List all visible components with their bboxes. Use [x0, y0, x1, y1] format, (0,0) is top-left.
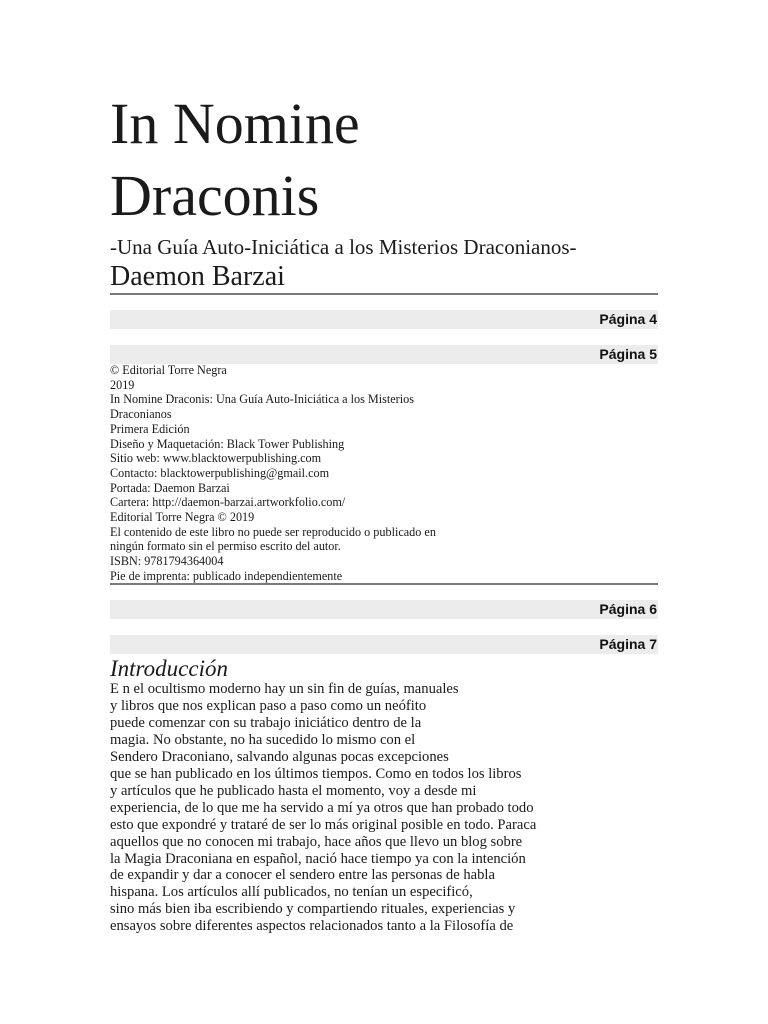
- body-line: que se han publicado en los últimos tiempos. Como en todos los libros: [110, 765, 522, 782]
- body-line: aquellos que no conocen mi trabajo, hace años que llevo un blog sobre: [110, 833, 523, 850]
- info-line: Sitio web: www.blacktowerpublishing.com: [110, 451, 322, 466]
- title-line-2: Draconis: [110, 163, 320, 228]
- page-marker-6: Página 6: [110, 600, 658, 619]
- body-line: y artículos que he publicado hasta el momento, voy a desde mi: [110, 782, 477, 799]
- introduction-body: [110, 681, 658, 935]
- info-line: Diseño y Maquetación: Black Tower Publishing: [110, 436, 345, 451]
- section-divider: [110, 293, 658, 295]
- info-line: El contenido de este libro no puede ser reproducido o publicado en: [110, 524, 436, 539]
- info-line: Primera Edición: [110, 421, 190, 436]
- body-line: hispana. Los artículos allí publicados, no tenían un especificó,: [110, 884, 473, 901]
- title-line-1: In Nomine: [110, 91, 360, 156]
- document-title: [110, 88, 658, 232]
- body-line: de expandir y dar a conocer el sendero entre las personas de habla: [110, 867, 495, 884]
- info-line: Editorial Torre Negra © 2019: [110, 510, 255, 525]
- document-author: Daemon Barzai: [110, 261, 285, 292]
- page-marker-4: Página 4: [110, 310, 658, 329]
- page-marker-5: Página 5: [110, 345, 658, 364]
- info-line: © Editorial Torre Negra: [110, 363, 227, 377]
- info-line: Cartera: http://daemon-barzai.artworkfolio.com/: [110, 495, 346, 510]
- body-line: E n el ocultismo moderno hay un sin fin de guías, manuales: [110, 681, 459, 697]
- info-line: Contacto: blacktowerpublishing@gmail.com: [110, 465, 330, 480]
- body-line: y libros que nos explican paso a paso como un neófito: [110, 697, 427, 714]
- body-line: Sendero Draconiano, salvando algunas pocas excepciones: [110, 748, 449, 765]
- body-line: sino más bien iba escribiendo y compartiendo rituales, experiencias y: [110, 901, 516, 918]
- copyright-info: [110, 363, 658, 584]
- info-line: Portada: Daemon Barzai: [110, 480, 230, 495]
- section-divider: [110, 583, 658, 585]
- body-line: magia. No obstante, no ha sucedido lo mismo con el: [110, 731, 416, 748]
- info-line: Draconianos: [110, 407, 172, 422]
- introduction-heading: Introducción: [110, 656, 228, 681]
- page-marker-7: Página 7: [110, 635, 658, 654]
- info-line: 2019: [110, 377, 135, 392]
- body-line: experiencia, de lo que me ha servido a mí ya otros que han probado todo: [110, 799, 534, 816]
- body-line: puede comenzar con su trabajo iniciático dentro de la: [110, 714, 422, 731]
- info-line: Pie de imprenta: publicado independientemente: [110, 568, 343, 583]
- body-line: la Magia Draconiana en español, nació hace tiempo ya con la intención: [110, 850, 526, 867]
- document-subtitle: -Una Guía Auto-Iniciática a los Misterios Draconianos-: [110, 235, 577, 259]
- body-line: esto que expondré y trataré de ser lo más original posible en todo. Paraca: [110, 816, 537, 833]
- info-line: ningún formato sin el permiso escrito del autor.: [110, 539, 341, 554]
- info-line: ISBN: 9781794364004: [110, 554, 224, 569]
- body-line: ensayos sobre diferentes aspectos relacionados tanto a la Filosofía de: [110, 918, 514, 935]
- info-line: In Nomine Draconis: Una Guía Auto-Iniciática a los Misterios: [110, 392, 414, 407]
